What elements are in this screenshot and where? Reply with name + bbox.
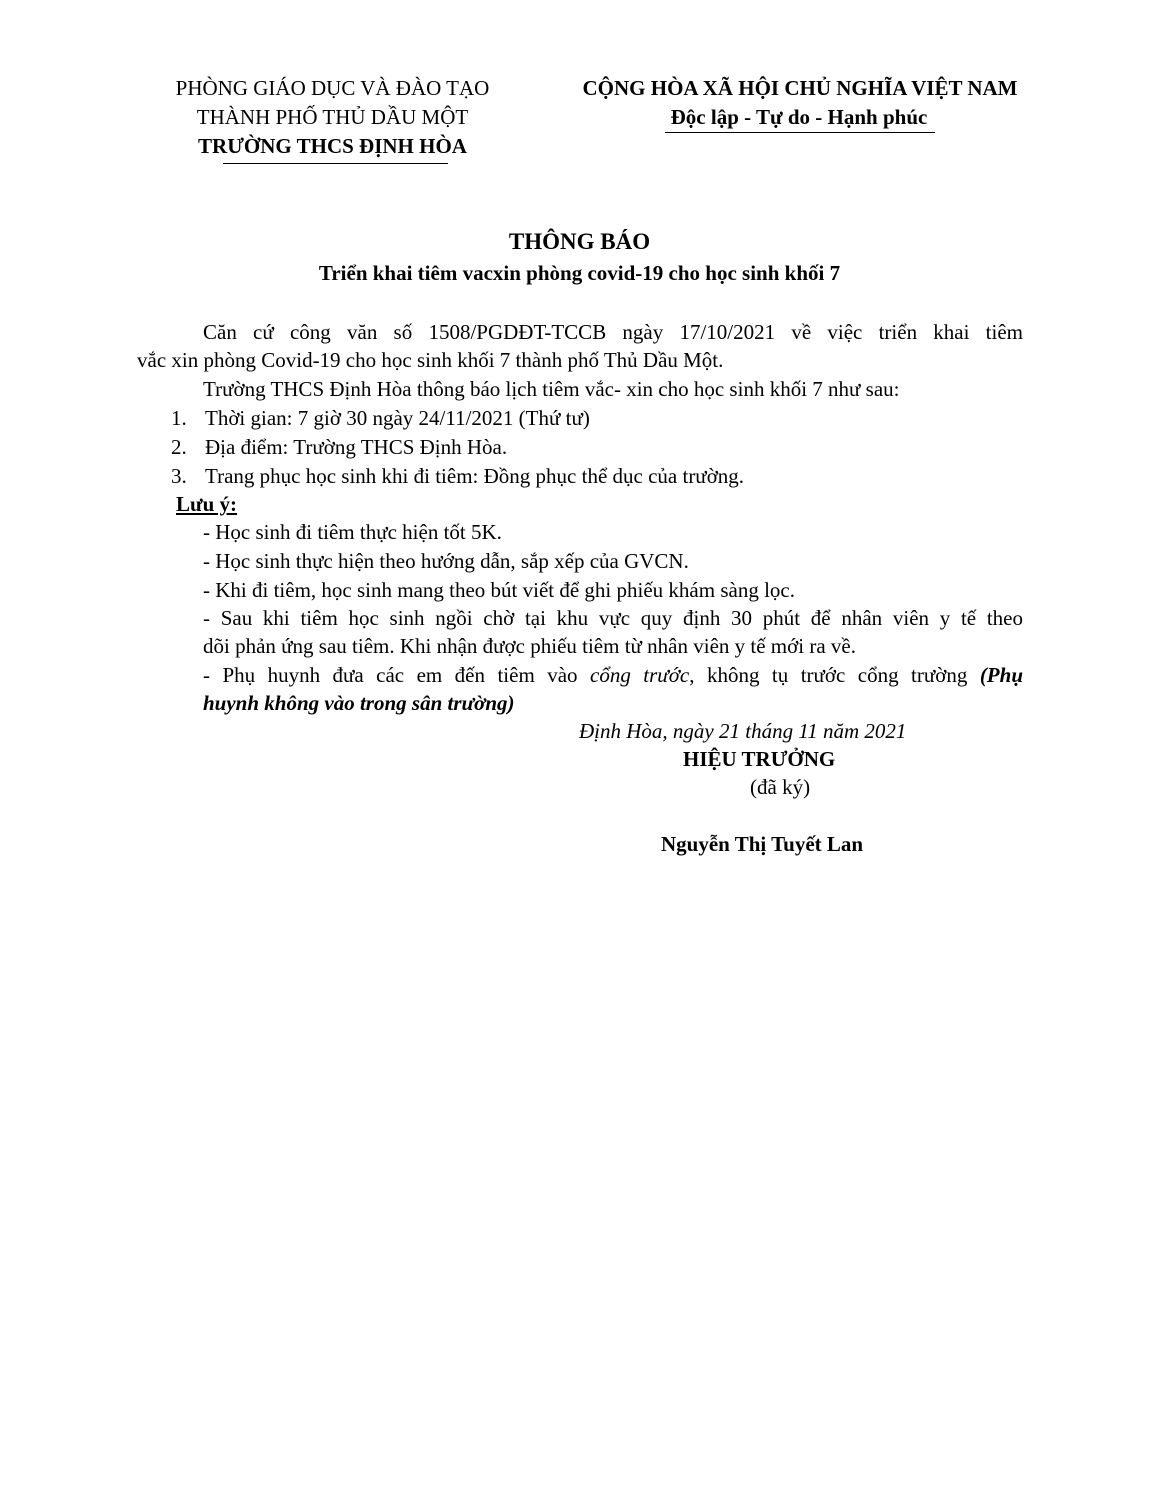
- note-5-text: - Phụ huynh đưa các em đến tiêm vào: [203, 663, 590, 687]
- title-block: [0, 226, 1159, 288]
- note-5-text-continued: , không tụ trước cổng trường: [689, 663, 980, 687]
- place-and-date: Định Hòa, ngày 21 tháng 11 năm 2021: [579, 719, 907, 743]
- list-item-number: 2.: [171, 435, 187, 459]
- list-item-number: 3.: [171, 464, 187, 488]
- signer-title: HIỆU TRƯỞNG: [683, 747, 836, 771]
- note-5-parenthetical: (Phụ: [979, 663, 1023, 687]
- list-item-text: Thời gian: 7 giờ 30 ngày 24/11/2021 (Thứ tư): [205, 406, 590, 430]
- note-2: - Học sinh thực hiện theo hướng dẫn, sắp xếp của GVCN.: [203, 549, 689, 573]
- note-5-emphasis: cổng trước: [590, 663, 690, 687]
- note-4-line-1: - Sau khi tiêm học sinh ngồi chờ tại khu vực quy định 30 phút để nhân viên y tế theo: [203, 606, 1023, 630]
- list-item-text: Trang phục học sinh khi đi tiêm: Đồng phục thể dục của trường.: [205, 464, 745, 488]
- note-heading: Lưu ý:: [176, 492, 238, 516]
- document-subtitle: Triển khai tiêm vacxin phòng covid-19 cho học sinh khối 7: [318, 261, 841, 285]
- document-title: THÔNG BÁO: [508, 229, 651, 254]
- department-name: PHÒNG GIÁO DỤC VÀ ĐÀO TẠO: [175, 76, 490, 100]
- paragraph-1-line-2: vắc xin phòng Covid-19 cho học sinh khối 7 thành phố Thủ Dầu Một.: [137, 348, 724, 372]
- signer-name: Nguyễn Thị Tuyết Lan: [661, 832, 864, 856]
- note-5-line-1: [203, 661, 1023, 689]
- header-left: [140, 74, 525, 164]
- note-3: - Khi đi tiêm, học sinh mang theo bút viết để ghi phiếu khám sàng lọc.: [203, 578, 795, 602]
- signed-note: (đã ký): [750, 775, 811, 799]
- national-motto: Độc lập - Tự do - Hạnh phúc: [665, 104, 936, 133]
- note-4-line-2: dõi phản ứng sau tiêm. Khi nhận được phiếu tiêm từ nhân viên y tế mới ra về.: [203, 634, 856, 658]
- note-1: - Học sinh đi tiêm thực hiện tốt 5K.: [203, 520, 502, 544]
- country-name: CỘNG HÒA XÃ HỘI CHỦ NGHĨA VIỆT NAM: [582, 76, 1018, 100]
- header-right: [545, 74, 1055, 133]
- city-name: THÀNH PHỐ THỦ DẦU MỘT: [196, 105, 469, 129]
- paragraph-2: Trường THCS Định Hòa thông báo lịch tiêm vắc- xin cho học sinh khối 7 như sau:: [203, 377, 900, 401]
- list-item-text: Địa điểm: Trường THCS Định Hòa.: [205, 435, 508, 459]
- note-5-line-2: huynh không vào trong sân trường): [203, 691, 515, 715]
- school-name: TRƯỜNG THCS ĐỊNH HÒA: [198, 134, 467, 158]
- paragraph-1-line-1: Căn cứ công văn số 1508/PGDĐT-TCCB ngày 17/10/2021 về việc triển khai tiêm: [203, 320, 1023, 344]
- list-item-number: 1.: [171, 406, 187, 430]
- school-underline: [223, 163, 448, 164]
